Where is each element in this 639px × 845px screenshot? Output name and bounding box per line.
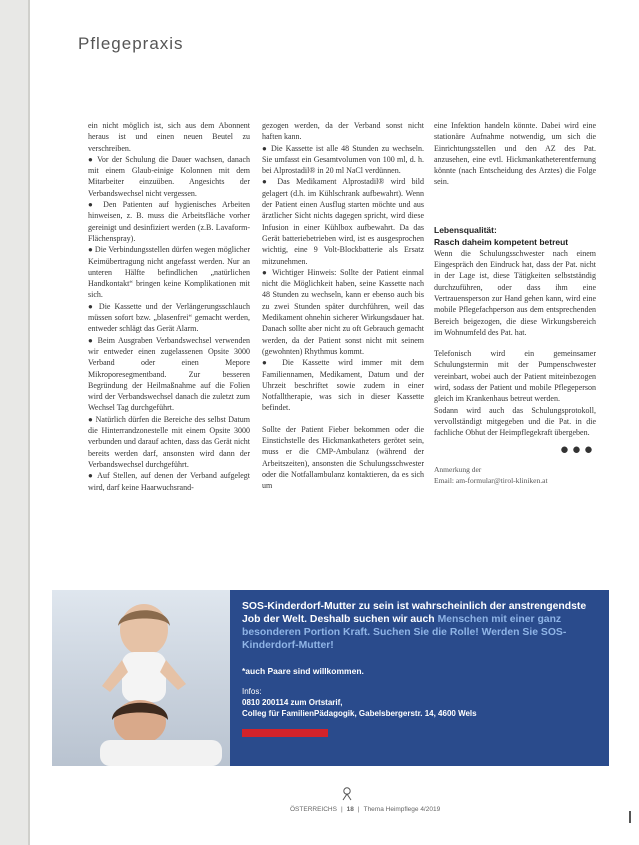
paragraph: ein nicht möglich ist, sich aus dem Abonnent heraus ist und einen neuen Beutel zu verschreiben. — [88, 121, 250, 153]
ad-headline — [242, 600, 602, 652]
ad-headline-blue: Menschen mit einer ganz besonderen Portion Kraft. Suchen Sie die Rolle! Werden Sie SOS-Kinderdorf-Mutter! — [242, 614, 567, 651]
ad-phone[interactable]: 0810 200114 zum Ortstarif, — [242, 698, 343, 707]
bullet-paragraph: ● Die Verbindungsstellen dürfen wegen möglicher Keimübertragung nicht angefasst werden. Nur an unteren Hälfte befindlichen „natürlichen Handkontakt“ bringen keine Komplikationen mit sich. — [88, 245, 250, 300]
paragraph: gezogen werden, da der Verband sonst nicht haften kann. — [262, 121, 424, 142]
ad-photo — [52, 590, 230, 766]
bullet-paragraph: ● Beim Ausgraben Verbandswechsel verwenden wir entweder einen zugelassenen Opsite 3000 Verband oder einen Mepore Mikroporesegmentband. Zur besseren Begründung der Heilmaßnahme auf die Folien wird der Verbandswechsel danach die zuletzt zum Wechsel Tag durchgeführt. — [88, 335, 250, 413]
paragraph: Telefonisch wird ein gemeinsamer Schulungstermin mit der Pumpenschwester vereinbart, wobei auch der Patient miteinbezogen wird, sodass der Patient und mobile Pflegeperson gleich im Krankenhaus betreut werden. — [434, 349, 596, 404]
sos-logo-bar — [242, 729, 328, 737]
note-email: Email: am-formular@tirol-kliniken.at — [434, 475, 548, 485]
note-line: Anmerkung der — [434, 464, 482, 474]
bullet-paragraph: ● Den Patienten auf hygienisches Arbeiten hinweisen, z. B. muss die Arbeitsfläche vorher gereinigt und desinfiziert werden (z.B. Lavaform-Flächenspray). — [88, 200, 250, 243]
ad-headline-white: SOS-Kinderdorf-Mutter zu sein ist wahrscheinlich der anstrengendste Job der Welt. Deshalb suchen wir auch — [242, 601, 587, 625]
bullet-paragraph: ● Wichtiger Hinweis: Sollte der Patient einmal nicht die Möglichkeit haben, seine Kassette nach 48 Stunden zu wechseln, kann er ebenso auch bis zu zwei Stunden später durchführen, weil das Medikament ohnehin sicherer Wirkungsdauer hat. Danach sollte aber nicht zu oft Gebrauch gemacht werden, da der Patient sonst nicht mit seinem (gewohnten) Rhythmus kommt. — [262, 267, 424, 356]
bullet-paragraph: ● Vor der Schulung die Dauer wachsen, danach mit einem Glaub-einige Kolonnen mit dem Mitarbeiter einzuüben. Angesichts der Verbandswechsel nicht vergessen. — [88, 154, 250, 198]
text-column-1 — [88, 120, 250, 493]
page-footer: ÖSTERREICHS | 18 | Thema Heimpflege 4/2019 — [290, 806, 441, 813]
page-ornament-icon — [341, 787, 353, 801]
book-spine — [0, 0, 30, 845]
paragraph: Wenn die Schulungsschwester nach einem Eingespräch den Eindruck hat, dass der Pat. nicht in der Lage ist, diese Tätigkeiten selbstständig durchzuführen, oder dass ihm eine Vertrauensperson zur Hand gehen kann, wird eine mobile Pflegefachperson aus dem entsprechenden Bereich beigezogen, die diese Wirkungsbereich im Wohnumfeld des Pat. hat. — [434, 248, 596, 337]
ad-address: Colleg für FamilienPädagogik, Gabelsbergerstr. 14, 4600 Wels — [242, 709, 477, 718]
bullet-paragraph: ● Das Medikament Alprostadil® wird bild gelagert (d.h. im Kühlschrank aufbewahrt). Wenn der Patient einen Ausflug starten möchte und aus ärztlicher Sicht nichts dagegen spricht, wird diese Infusion in einer Kühlbox aufbewahrt. Da das Gerät batteriebetrieben wird, ist es ausgesprochen wichtig, eine 9 Volt-Blockbatterie als Ersatz mitzunehmen. — [262, 177, 424, 266]
bullet-paragraph: ● Natürlich dürfen die Bereiche des selbst Datum die Hinterrandzonestelle mit einem Opsite 3000 verbunden und darauf achten, dass das Gerät nicht bereits werden darf, ansonsten wird dann der Verbandswechsel durchgeführt. — [88, 414, 250, 469]
footer-magazine: ÖSTERREICHS — [290, 806, 337, 813]
text-column-3 — [434, 120, 596, 486]
bullet-paragraph: ● Die Kassette ist alle 48 Stunden zu wechseln. Sie umfasst ein Gesamtvolumen von 100 ml, d. h. bei Alprostadil® in 20 ml NaCl verdünnen. — [262, 143, 424, 176]
subheading: Rasch daheim kompetent betreut — [434, 236, 569, 247]
author-note — [434, 464, 596, 486]
bullet-paragraph: ● Die Kassette und der Verlängerungsschlauch müssen sofort bzw. „blasenfrei“ gemacht werden, entweder schlägt das Gerät Alarm. — [88, 301, 250, 334]
bullet-paragraph: ● Auf Stellen, auf denen der Verband aufgelegt wird, darf keine Haarwuchsrand- — [88, 471, 250, 492]
ad-couples-note: *auch Paare sind willkommen. — [242, 666, 364, 676]
footer-issue: Thema Heimpflege 4/2019 — [363, 806, 441, 813]
ad-text-block — [242, 600, 602, 737]
paragraph: Sodann wird auch das Schulungsprotokoll, vervollständigt mitgegeben und die Pat. in die fachliche Obhut der Heimpflegekraft übergeben. — [434, 405, 596, 438]
section-label: Pflegepraxis — [78, 34, 184, 53]
sos-kinderdorf-advertisement[interactable] — [52, 590, 609, 766]
ad-contact-info — [242, 686, 602, 719]
paragraph: Sollte der Patient Fieber bekommen oder die Einstichstelle des Hickmankatheters gerötet sein, muss er die CMP-Ambulanz (während der Arbeitszeiten), ansonsten die Schulungsschwester oder die Notfallambulanz kontaktieren, da es sich um — [262, 424, 424, 491]
text-column-2 — [262, 120, 424, 492]
page-number: 18 — [346, 806, 354, 813]
end-marker: ●●● — [559, 441, 596, 458]
subheading: Lebensqualität: — [434, 224, 497, 235]
ad-info-label: Infos: — [242, 687, 262, 696]
adult-figure-icon — [82, 690, 222, 766]
crop-mark — [629, 811, 631, 823]
paragraph: eine Infektion handeln könnte. Dabei wird eine stationäre Aufnahme notwendig, um sich die Einrichtungsstellen und den AZ des Pat. anzusehen, eine evtl. Hickmankatheterentfernung könnte (nach Entscheidung des Arztes) die Folge sein. — [434, 121, 596, 187]
bullet-paragraph: ● Die Kassette wird immer mit dem Familiennamen, Medikament, Datum und der Uhrzeit beschriftet sowie zudem in einer Notfalltherapie, was sich in dieser Kassette befindet. — [262, 358, 424, 413]
